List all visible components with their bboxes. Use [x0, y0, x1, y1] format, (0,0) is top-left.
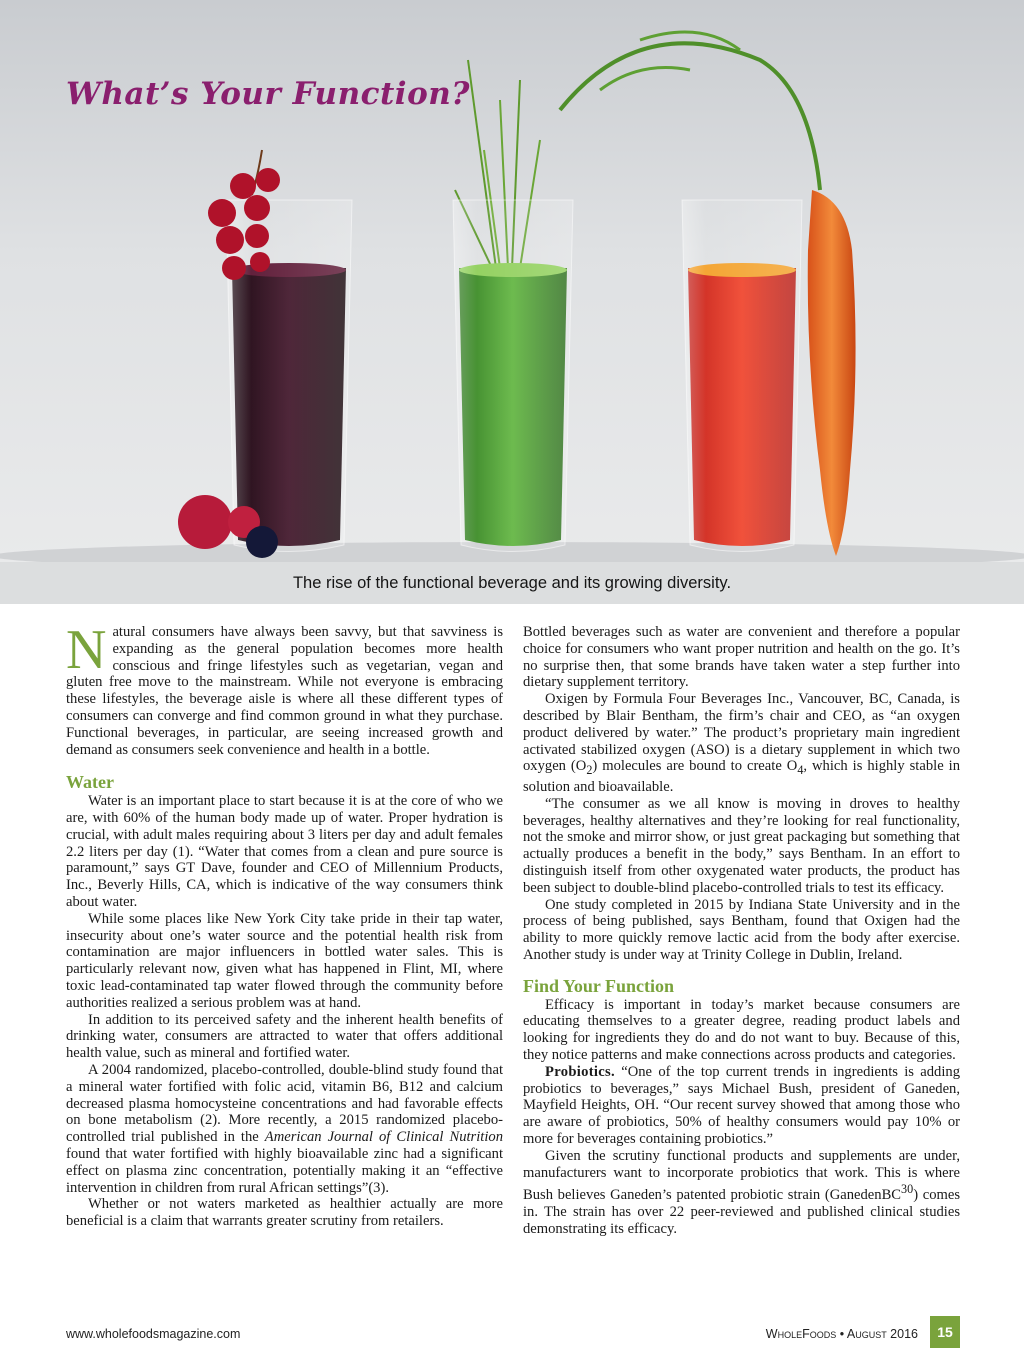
- paragraph: [523, 691, 960, 796]
- paragraph: Water is an important place to start because it is at the core of who we are, with 60% of the human body made up of water. Proper hydration is crucial, with adult males requiring about 3 liters per day and adult females 2.2 liters per day (1). “Water that comes from a clean and pure source is paramount,” says GT Dave, founder and CEO of Millennium Products, Inc., Beverly Hills, CA, which is indicative of the way consumers think about water.: [66, 793, 503, 910]
- red-juice-glass: [682, 200, 802, 552]
- text-run: ) comes in. The strain has over 22 peer-reviewed and published clinical studies demonstrating its efficacy.: [523, 1187, 960, 1237]
- paragraph: In addition to its perceived safety and the inherent health benefits of drinking water, consumers are attracted to water that offers additional health value, such as mineral and fortified water.: [66, 1011, 503, 1062]
- text-run: ) molecules are bound to create O: [592, 758, 798, 775]
- superscript: 30: [901, 1182, 914, 1197]
- article-column-right: [523, 624, 960, 1238]
- headline: What’s Your Function?: [66, 76, 470, 112]
- paragraph: Whether or not waters marketed as healthier actually are more beneficial is a claim that warrants greater scrutiny from retailers.: [66, 1196, 503, 1230]
- text-run: , which is highly stable in solution and bioavailable.: [523, 758, 960, 796]
- journal-title: American Journal of Clinical Nutrition: [264, 1129, 503, 1146]
- paragraph: [523, 1064, 960, 1148]
- text-run: A 2004 randomized, placebo-controlled, double-blind study found that a mineral water fortified with folic acid, vitamin B6, B12 and calcium decreased plasma homocysteine concentrations and had favorable effects on bone metabolism (2). More recently, a 2015 randomized placebo-controlled trial published in the: [66, 1061, 503, 1146]
- paragraph: [66, 1062, 503, 1196]
- photo-caption: The rise of the functional beverage and its growing diversity.: [292, 573, 732, 592]
- text-run: Oxigen by Formula Four Beverages Inc., Vancouver, BC, Canada, is described by Blair Bentham, the firm’s chair and CEO, as “an oxygen product delivered by water.” The product’s proprietary main ingredient activated stabilized oxygen (ASO) is a dietary supplement in which two oxygen (O: [523, 691, 960, 775]
- page-number: 15: [930, 1316, 960, 1348]
- paragraph: One study completed in 2015 by Indiana State University and in the process of being published, says Bentham, found that Oxigen had the ability to more quickly remove lactic acid from the body after exercise. Another study is under way at Trinity College in Dublin, Ireland.: [523, 896, 960, 964]
- caption-band: [0, 562, 1024, 604]
- section-heading-find-your-function: Find Your Function: [523, 975, 675, 996]
- drop-cap: N: [66, 619, 107, 681]
- green-juice-glass: [453, 60, 573, 552]
- paragraph: Efficacy is important in today’s market because consumers are educating themselves to a greater degree, reading product labels and looking for ingredients they do and do not want to buy. Because of this, they notice patterns and make connections across products and categories.: [523, 996, 960, 1064]
- text-run: “One of the top current trends in ingredients is adding probiotics to beverages,” says Michael Bush, president of Ganeden, Mayfield Heights, OH. “Our recent survey showed that among those who are aware of probiotics, 50% of healthy consumers would pay 10% or more for beverages containing probiotics.”: [523, 1063, 960, 1148]
- text-run: found that water fortified with highly bioavailable zinc had a significant effect on plasma zinc concentration, potentially making it an “effective intervention in children from rural African settings”(3).: [66, 1145, 503, 1196]
- paragraph: Bottled beverages such as water are convenient and therefore a popular choice for consumers who want proper nutrition and health on the go. It’s no surprise then, that some brands have taken water a step further into dietary supplement territory.: [523, 624, 960, 691]
- footer-issue: WholeFoods • August 2016: [765, 1327, 918, 1341]
- paragraph: “The consumer as we all know is moving in droves to healthy beverages, healthy alternatives and they’re looking for real functionality, not the smoke and mirror show, or just great packaging but something that actually produces a benefit in the body,” says Bentham. In an effort to distinguish itself from other oxygenated water products, the product has been subject to double-blind placebo-controlled trials to test its efficacy.: [523, 795, 960, 896]
- text-run: Given the scrutiny functional products and supplements are under, manufacturers want to incorporate probiotics that work. This is where Bush believes Ganeden’s patented probiotic strain (GanedenBC: [523, 1147, 960, 1204]
- footer-url[interactable]: www.wholefoodsmagazine.com: [66, 1327, 241, 1341]
- berry-juice-glass: [226, 200, 352, 552]
- intro-paragraph: [66, 619, 503, 758]
- intro-text: atural consumers have always been savvy, but that savviness is expanding as the general population becomes more health conscious and fringe lifestyles such as vegetarian, vegan and gluten free move to the mainstream. While not everyone is embracing these lifestyles, the beverage aisle is where all these different types of consumers can converge and find common ground in what they purchase. Functional beverages, in particular, are seeing increased growth and demand as consumers seek convenience and health in a bottle.: [66, 624, 503, 758]
- subscript: 4: [797, 763, 804, 778]
- section-heading-water: Water: [66, 772, 114, 793]
- article-column-left: [66, 619, 503, 1230]
- subscript: 2: [586, 763, 593, 778]
- run-in-heading: Probiotics.: [545, 1063, 615, 1080]
- paragraph: [523, 1148, 960, 1238]
- paragraph: While some places like New York City take pride in their tap water, insecurity about one’s water source and the potential health risk from contamination are major influencers in bottled water sales. This is particularly relevant now, given what has happened in Flint, MI, where toxic lead-contaminated tap water flowed through the community before authorities realized a serious problem was at hand.: [66, 910, 503, 1011]
- hero-photo: [0, 0, 1024, 562]
